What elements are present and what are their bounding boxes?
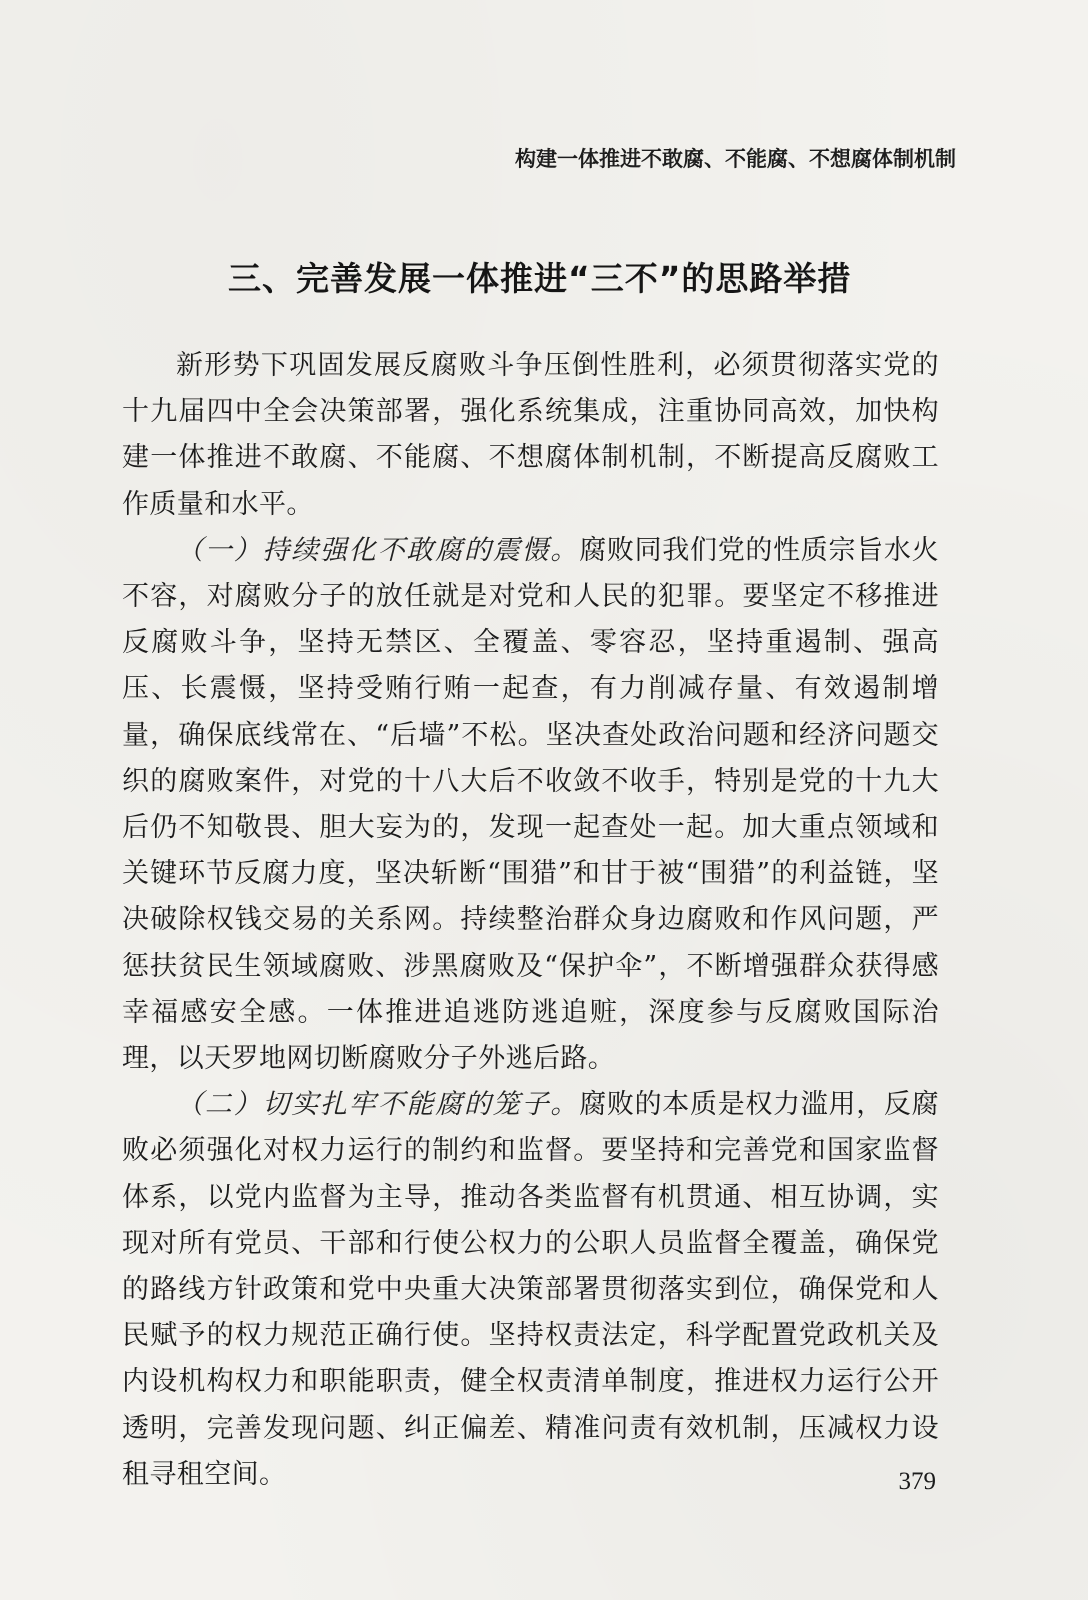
paragraph-text: 新形势下巩固发展反腐败斗争压倒性胜利，必须贯彻落实党的十九届四中全会决策部署，强化系统集成，注重协同高效，加快构建一体推进不敢腐、不能腐、不想腐体制机制，不断提高反腐败工作质量和水平。 (122, 350, 939, 520)
paragraph-institutional-cage (122, 1082, 939, 1498)
paragraph-lead: （二）切实扎牢不能腐的笼子。 (176, 1089, 580, 1121)
paragraph-lead: （一）持续强化不敢腐的震慑。 (176, 534, 580, 566)
page-number: 379 (898, 1468, 936, 1495)
paragraph-text: 腐败的本质是权力滥用，反腐败必须强化对权力运行的制约和监督。要坚持和完善党和国家监督体系，以党内监督为主导，推动各类监督有机贯通、相互协调，实现对所有党员、干部和行使公权力的公职人员监督全覆盖，确保党的路线方针政策和党中央重大决策部署贯彻落实到位，确保党和人民赋予的权力规范正确行使。坚持权责法定，科学配置党政机关及内设机构权力和职能职责，健全权责清单制度，推进权力运行公开透明，完善发现问题、纠正偏差、精准问责有效机制，压减权力设租寻租空间。 (122, 1089, 940, 1490)
running-header: 构建一体推进不敢腐、不能腐、不想腐体制机制 (515, 147, 956, 171)
paragraph-deterrence (122, 528, 939, 1082)
paragraph-intro (122, 343, 939, 528)
body-text (122, 343, 939, 1498)
paragraph-text: 腐败同我们党的性质宗旨水火不容，对腐败分子的放任就是对党和人民的犯罪。要坚定不移推进反腐败斗争，坚持无禁区、全覆盖、零容忍，坚持重遏制、强高压、长震慑，坚持受贿行贿一起查，有力削减存量、有效遏制增量，确保底线常在、“后墙”不松。坚决查处政治问题和经济问题交织的腐败案件，对党的十八大后不收敛不收手，特别是党的十九大后仍不知敬畏、胆大妄为的，发现一起查处一起。加大重点领域和关键环节反腐力度，坚决斩断“围猎”和甘于被“围猎”的利益链，坚决破除权钱交易的关系网。持续整治群众身边腐败和作风问题，严惩扶贫民生领域腐败、涉黑腐败及“保护伞”，不断增强群众获得感幸福感安全感。一体推进追逃防逃追赃，深度参与反腐败国际治理，以天罗地网切断腐败分子外逃后路。 (122, 534, 940, 1075)
section-title: 三、完善发展一体推进“三不”的思路举措 (228, 259, 852, 298)
